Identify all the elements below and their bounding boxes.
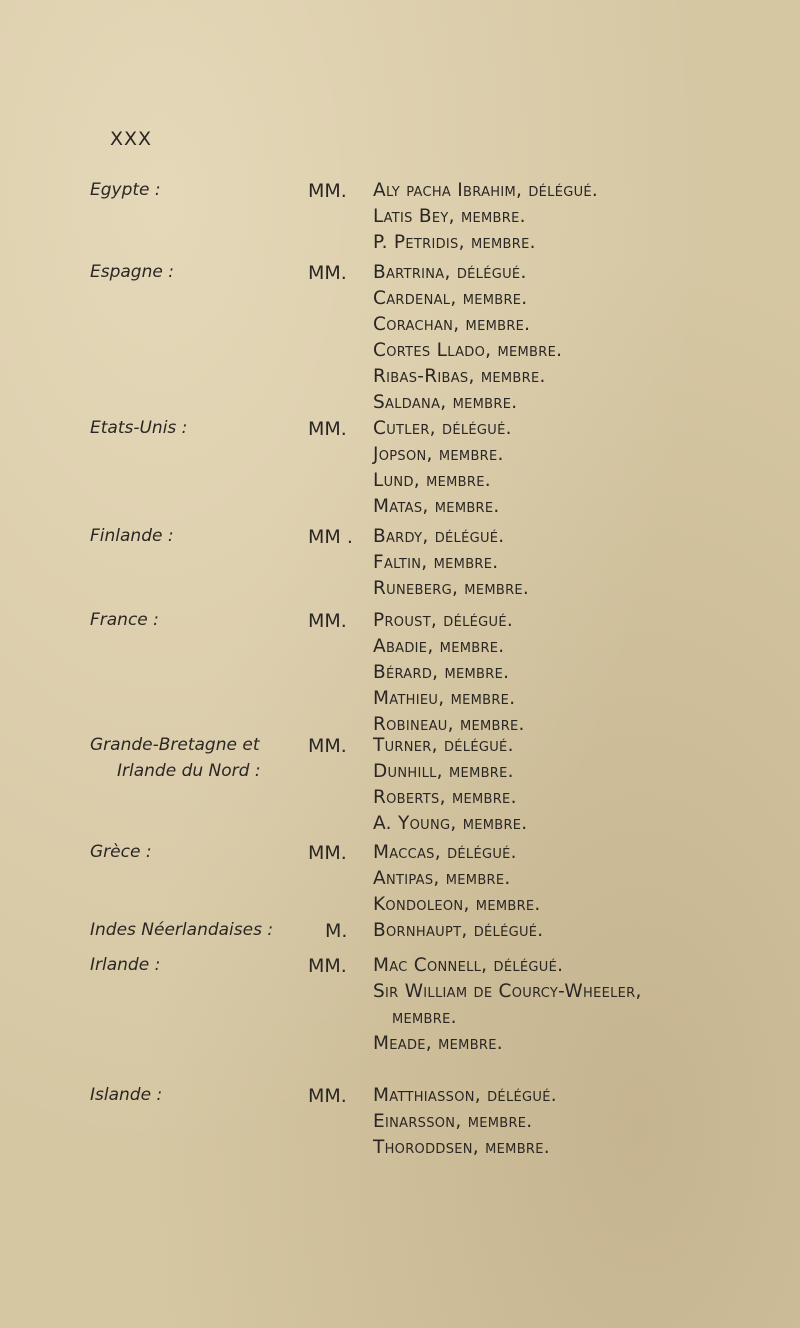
member-line: Bartrina, délégué. [373,262,527,283]
honorific: MM. [308,180,347,202]
country-label: Egypte : [90,180,161,200]
member-line: Mac Connell, délégué. [373,955,564,976]
country-label: Indes Néerlandaises : [90,920,274,940]
country-label: Espagne : [90,262,174,282]
member-line: Runeberg, membre. [373,578,530,599]
member-line: Meade, membre. [373,1033,503,1054]
honorific: MM. [308,955,347,977]
member-line: Roberts, membre. [373,787,517,808]
country-label: Grande-Bretagne et [90,735,260,755]
country-label: Grèce : [90,842,152,862]
member-line: Bornhaupt, délégué. [373,920,544,941]
country-label: Finlande : [90,526,174,546]
member-line: membre. [392,1007,457,1028]
member-line: Matas, membre. [373,496,500,517]
member-line: Robineau, membre. [373,714,525,735]
member-line: Antipas, membre. [373,868,511,889]
member-line: Mathieu, membre. [373,688,516,709]
member-line: Saldana, membre. [373,392,518,413]
member-line: Bardy, délégué. [373,526,505,547]
member-line: Maccas, délégué. [373,842,517,863]
member-line: Cardenal, membre. [373,288,528,309]
honorific: MM. [308,610,347,632]
member-line: Corachan, membre. [373,314,531,335]
member-line: Latis Bey, membre. [373,206,526,227]
member-line: Bérard, membre. [373,662,510,683]
member-line: Sir William de Courcy-Wheeler, [373,981,642,1002]
member-line: A. Young, membre. [373,813,528,834]
member-line: Proust, délégué. [373,610,514,631]
member-line: Cortes Llado, membre. [373,340,563,361]
member-line: Abadie, membre. [373,636,505,657]
member-line: Dunhill, membre. [373,761,514,782]
country-label: Islande : [90,1085,163,1105]
honorific: MM. [308,1085,347,1107]
member-line: Turner, délégué. [373,735,514,756]
member-line: Cutler, délégué. [373,418,512,439]
honorific: MM. [308,735,347,757]
honorific: MM. [308,418,347,440]
honorific: MM . [308,526,353,548]
member-line: Jopson, membre. [373,444,504,465]
member-line: Faltin, membre. [373,552,499,573]
country-label: Irlande : [90,955,161,975]
member-line: Ribas-Ribas, membre. [373,366,546,387]
country-label: France : [90,610,159,630]
member-line: Lund, membre. [373,470,491,491]
member-line: Matthiasson, délégué. [373,1085,557,1106]
member-line: Kondoleon, membre. [373,894,541,915]
member-line: P. Petridis, membre. [373,232,536,253]
honorific: MM. [308,842,347,864]
country-label: Etats-Unis : [90,418,188,438]
page-number: XXX [110,128,153,150]
member-line: Thoroddsen, membre. [373,1137,550,1158]
country-label-continued: Irlande du Nord : [117,761,261,781]
honorific: MM. [308,262,347,284]
member-line: Aly pacha Ibrahim, délégué. [373,180,599,201]
member-line: Einarsson, membre. [373,1111,533,1132]
honorific: M. [325,920,348,942]
